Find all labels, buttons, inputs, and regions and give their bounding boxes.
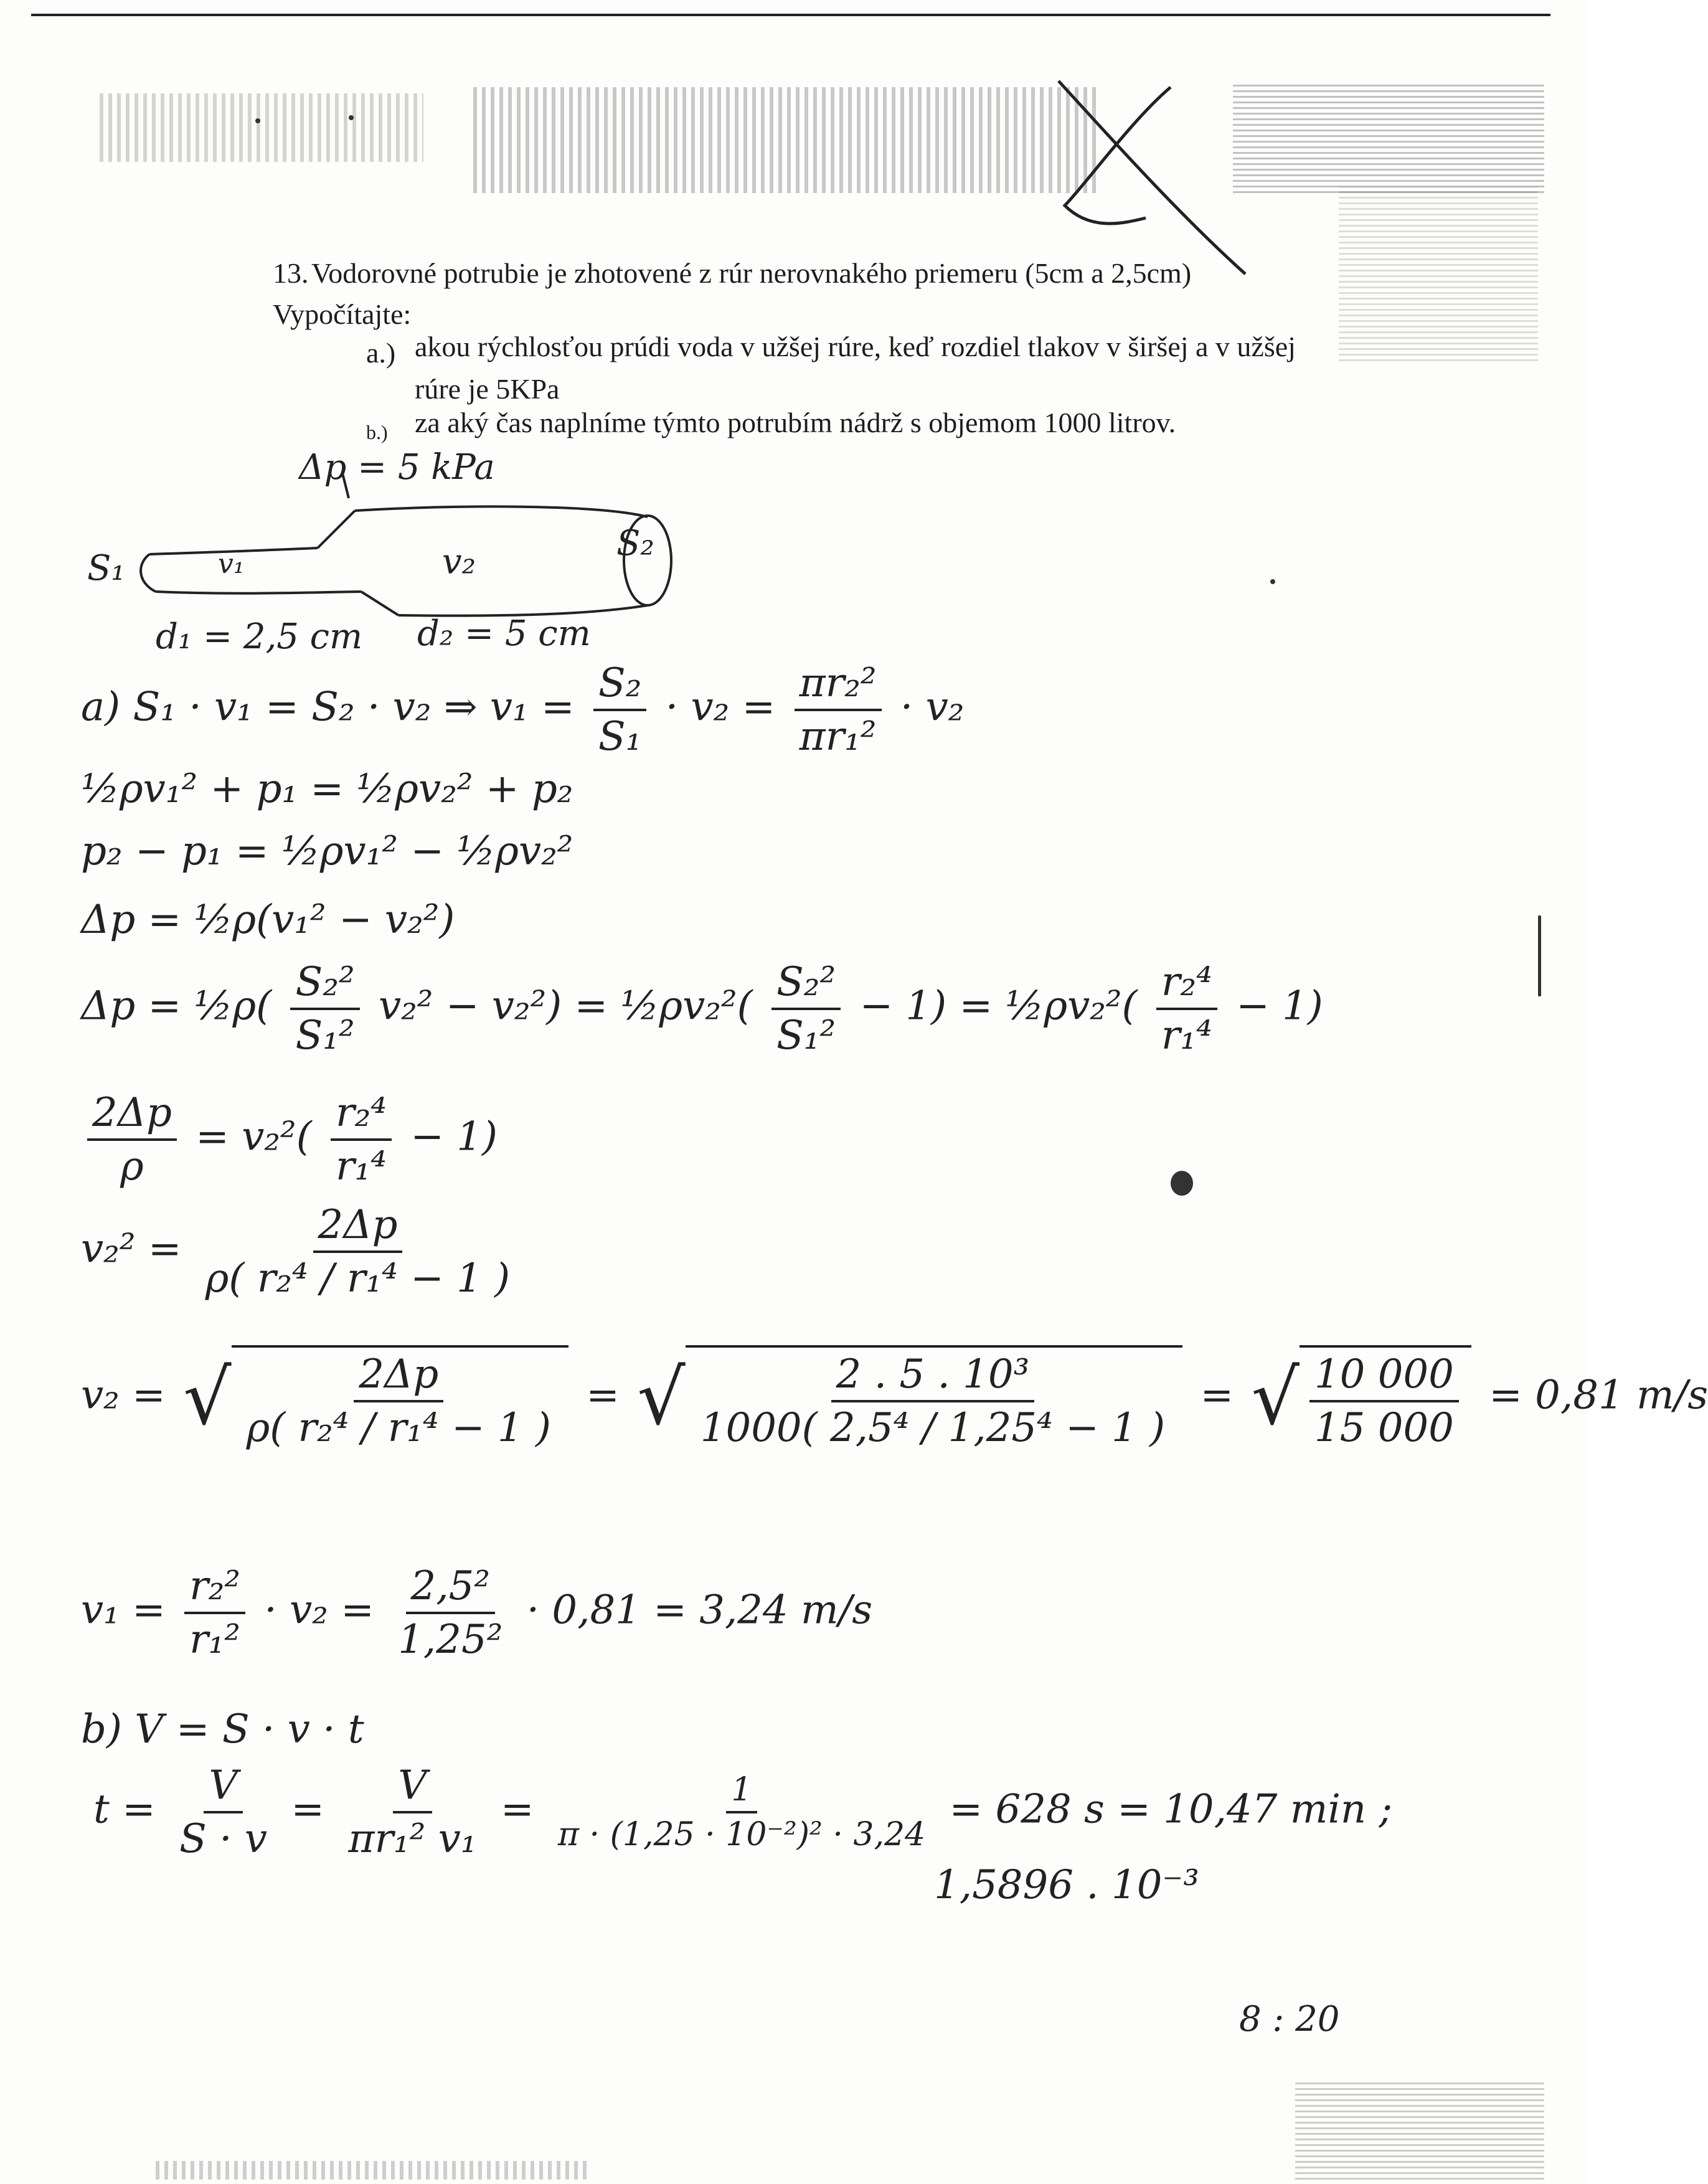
scan-noise-bottom-right: [1295, 2080, 1544, 2180]
part-b-label: b.): [366, 421, 388, 443]
speck: [1538, 915, 1541, 996]
scan-noise-edge: [1339, 187, 1538, 361]
v1-result: v₁ = $\frac{\text{r₂²}}{\text{r₁²}}$ · v₂ = $\frac{\text{2,5²}}{\text{1,25²}}$ · 0,81 = 3,24 m/s: [81, 1563, 873, 1663]
speck: [1270, 579, 1275, 584]
v1-label: v₁: [218, 548, 245, 580]
v2-label: v₂: [442, 542, 476, 582]
part-a-line2: rúre je 5KPa: [415, 373, 560, 405]
bernoulli-equation: ½ρv₁² + p₁ = ½ρv₂² + p₂: [81, 766, 573, 812]
part-a-line1: akou rýchlosťou prúdi voda v užšej rúre, keď rozdiel tlakov v širšej a v užšej: [415, 331, 1296, 362]
scan-noise-left: [100, 93, 423, 162]
d1-label: d₁ = 2,5 cm: [156, 617, 363, 657]
pressure-difference: p₂ − p₁ = ½ρv₁² − ½ρv₂²: [81, 828, 573, 874]
speck: [255, 118, 260, 123]
v2-squared-equation: v₂² = $\frac{2\Delta p}{\text{ρ( r₂⁴ / r₁⁴ − 1 )}}$: [81, 1202, 511, 1302]
scan-noise-right: [1233, 81, 1544, 193]
rearranged-equation: $\frac{2\Delta p}{\rho}$ = v₂²( $\frac{\text{r₂⁴}}{\text{r₁⁴}}$ − 1): [81, 1090, 498, 1189]
part-b-text: za aký čas naplníme týmto potrubím nádrž s objemom 1000 litrov.: [415, 407, 1176, 438]
score-mark: 8 : 20: [1239, 1999, 1340, 2040]
problem-statement: Vodorovné potrubie je zhotovené z rúr nerovnakého priemeru (5cm a 2,5cm): [311, 257, 1192, 289]
cross-out-mark: [1046, 75, 1258, 280]
continuity-equation: a) S₁ · v₁ = S₂ · v₂ ⇒ v₁ = $\frac{\text{S₂}}{\text{S₁}}$ · v₂ = $\frac{\text{πr₂²}}{\text{πr₁²}}$ · v₂: [81, 660, 965, 760]
part-a-label: a.): [366, 337, 396, 369]
area-value: 1,5896 . 10⁻³: [934, 1862, 1199, 1908]
v2-result: v₂ = √ $\frac{2\Delta p}{\text{ρ( r₂⁴ / r₁⁴ − 1 )}}$ = √ $\frac{\text{2 . 5 . 10³}}{\text{1000( 2,5⁴ / 1,25⁴ − 1 )}}$ = √ $\frac{10 000}{15 000}$ = 0,81 m/s: [81, 1345, 1708, 1451]
volume-equation: b) V = S · v · t: [81, 1706, 364, 1752]
speck: [1171, 1171, 1193, 1196]
s2-label: S₂: [616, 523, 654, 564]
pressure-label: Δp = 5 kPa: [299, 447, 495, 488]
scan-noise-bottom-left: [156, 2161, 592, 2180]
problem-instruction: Vypočítajte:: [273, 298, 412, 330]
delta-p-equation: Δp = ½ρ(v₁² − v₂²): [81, 897, 455, 943]
s1-label: S₁: [87, 548, 125, 589]
delta-p-expanded: Δp = ½ρ( $\frac{\text{S₂²}}{\text{S₁²}}$ v₂² − v₂²) = ½ρv₂²( $\frac{\text{S₂²}}{\text{S₁²}}$ − 1) = ½ρv₂²( $\frac{\text{r₂⁴}}{\text{r₁⁴}}$ − 1): [81, 959, 1323, 1059]
d2-label: d₂ = 5 cm: [417, 613, 591, 654]
problem-number: 13.: [273, 257, 309, 289]
top-rule: [31, 14, 1550, 16]
scan-noise-center: [473, 87, 1096, 193]
speck: [349, 115, 354, 120]
time-equation: t = $\frac{V}{S \cdot v}$ = $\frac{V}{\text{πr₁² v₁}}$ = $\frac{1}{\text{π · (1,25 · 10⁻²)² · 3,24}}$ = 628 s = 10,47 min ;: [93, 1762, 1393, 1862]
